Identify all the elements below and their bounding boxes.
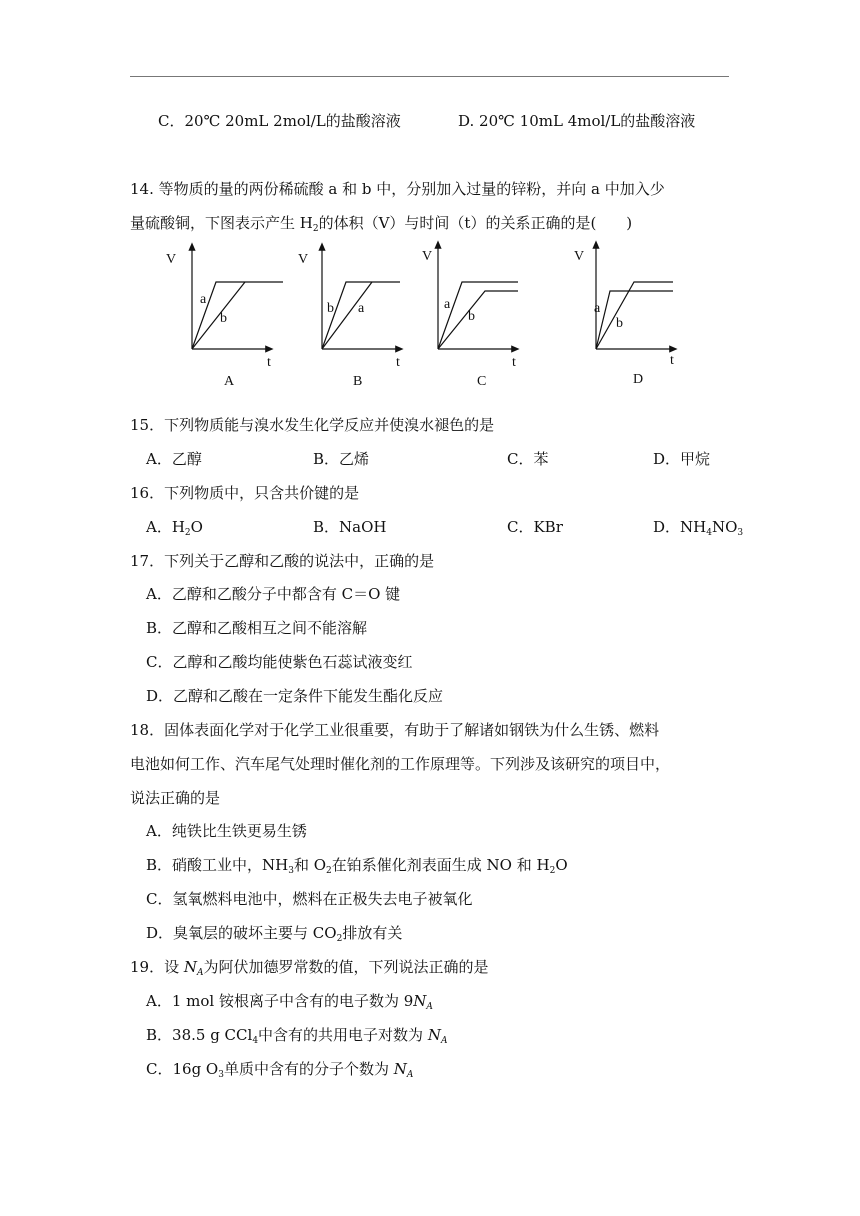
graph-d-curve-a — [596, 291, 673, 349]
graph-c-curve-a — [438, 282, 518, 349]
graph-d-label: D — [633, 372, 644, 387]
graph-a-xlabel: t — [267, 355, 271, 370]
q19-option-c: C．16g $O_3$单质中含有的分子个数为 $N_A$ — [146, 1060, 414, 1080]
graph-b-series2: a — [358, 301, 365, 316]
header-rule — [130, 76, 729, 77]
q16-option-b: B．NaOH — [313, 518, 387, 536]
q19-stem: 19．设 $N_A$为阿伏加德罗常数的值，下列说法正确的是 — [130, 958, 489, 978]
graph-a — [166, 246, 283, 389]
q18-option-b: B．硝酸工业中，$NH_3$和 $O_2$在铂系催化剂表面生成 NO 和 $H_2O$ — [146, 856, 568, 876]
q15-option-d: D．甲烷 — [653, 450, 711, 468]
q18-option-c: C．氢氧燃料电池中，燃料在正极失去电子被氧化 — [146, 890, 473, 908]
q17-stem: 17．下列关于乙醇和乙酸的说法中，正确的是 — [130, 552, 435, 570]
graph-d-series1: a — [594, 301, 601, 316]
graph-b-curve-a — [322, 282, 372, 349]
graph-a-curve-b — [192, 282, 245, 349]
q19-option-b: B．38.5 g CCl$_4$中含有的共用电子对数为 $N_A$ — [146, 1026, 448, 1046]
q19-option-a: A．1 mol 铵根离子中含有的电子数为 $9N_A$ — [146, 992, 433, 1012]
q15-stem: 15．下列物质能与溴水发生化学反应并使溴水褪色的是 — [130, 416, 495, 434]
graph-b — [298, 246, 400, 389]
q15-option-c: C．苯 — [507, 450, 549, 468]
graph-d-xlabel: t — [670, 353, 674, 368]
q17-option-c: C．乙醇和乙酸均能使紫色石蕊试液变红 — [146, 653, 413, 671]
q16-option-d: D．$NH_4NO_3$ — [653, 518, 744, 538]
graph-d-curve-b — [596, 282, 673, 349]
q18-stem-line1: 18．固体表面化学对于化学工业很重要，有助于了解诸如钢铁为什么生锈、燃料 — [130, 721, 660, 739]
graph-c-label: C — [477, 374, 487, 389]
q18-stem-line2: 电池如何工作、汽车尾气处理时催化剂的工作原理等。下列涉及该研究的项目中， — [130, 755, 671, 773]
graph-c-series1: a — [444, 297, 451, 312]
graph-b-xlabel: t — [396, 355, 400, 370]
q13-option-d: D. 20℃ 10mL 4mol/L的盐酸溶液 — [458, 112, 696, 130]
q16-option-a: A．$H_2O$ — [146, 518, 203, 538]
graph-b-label: B — [353, 374, 363, 389]
graph-d-series2: b — [616, 316, 623, 331]
q14-stem-line1: 14. 等物质的量的两份稀硫酸 a 和 b 中，分别加入过量的锌粉，并向 a 中加入少 — [130, 180, 665, 198]
q18-option-d: D．臭氧层的破坏主要与 $CO_2$排放有关 — [146, 924, 403, 944]
graph-b-series1: b — [327, 301, 334, 316]
graph-d-ylabel: V — [574, 249, 585, 264]
graph-a-series1: a — [200, 292, 207, 307]
graph-a-series2: b — [220, 311, 227, 326]
graph-b-curve-b — [322, 282, 400, 349]
graph-a-ylabel: V — [166, 252, 177, 267]
q17-option-a: A．乙醇和乙酸分子中都含有 C＝O 键 — [146, 585, 401, 603]
q16-option-c: C．KBr — [507, 518, 563, 536]
q14-stem-line2: 量硫酸铜，下图表示产生 $H_2$的体积（V）与时间（t）的关系正确的是( ) — [130, 214, 633, 234]
q15-option-a: A．乙醇 — [146, 450, 202, 468]
graph-c-series2: b — [468, 309, 475, 324]
graph-d — [574, 244, 674, 387]
graph-c-ylabel: V — [422, 249, 433, 264]
q13-option-c: C．20℃ 20mL 2mol/L的盐酸溶液 — [158, 112, 401, 130]
q15-option-b: B．乙烯 — [313, 450, 370, 468]
q18-stem-line3: 说法正确的是 — [130, 789, 221, 807]
graph-a-curve-a — [192, 282, 283, 349]
graph-a-label: A — [224, 374, 235, 389]
graph-b-ylabel: V — [298, 252, 309, 267]
q17-option-b: B．乙醇和乙酸相互之间不能溶解 — [146, 619, 368, 637]
q18-option-a: A．纯铁比生铁更易生锈 — [146, 822, 307, 840]
q17-option-d: D．乙醇和乙酸在一定条件下能发生酯化反应 — [146, 687, 444, 705]
q16-stem: 16．下列物质中，只含共价键的是 — [130, 484, 360, 502]
graph-c — [422, 244, 518, 389]
graph-c-curve-b — [438, 291, 518, 349]
graph-c-xlabel: t — [512, 355, 516, 370]
